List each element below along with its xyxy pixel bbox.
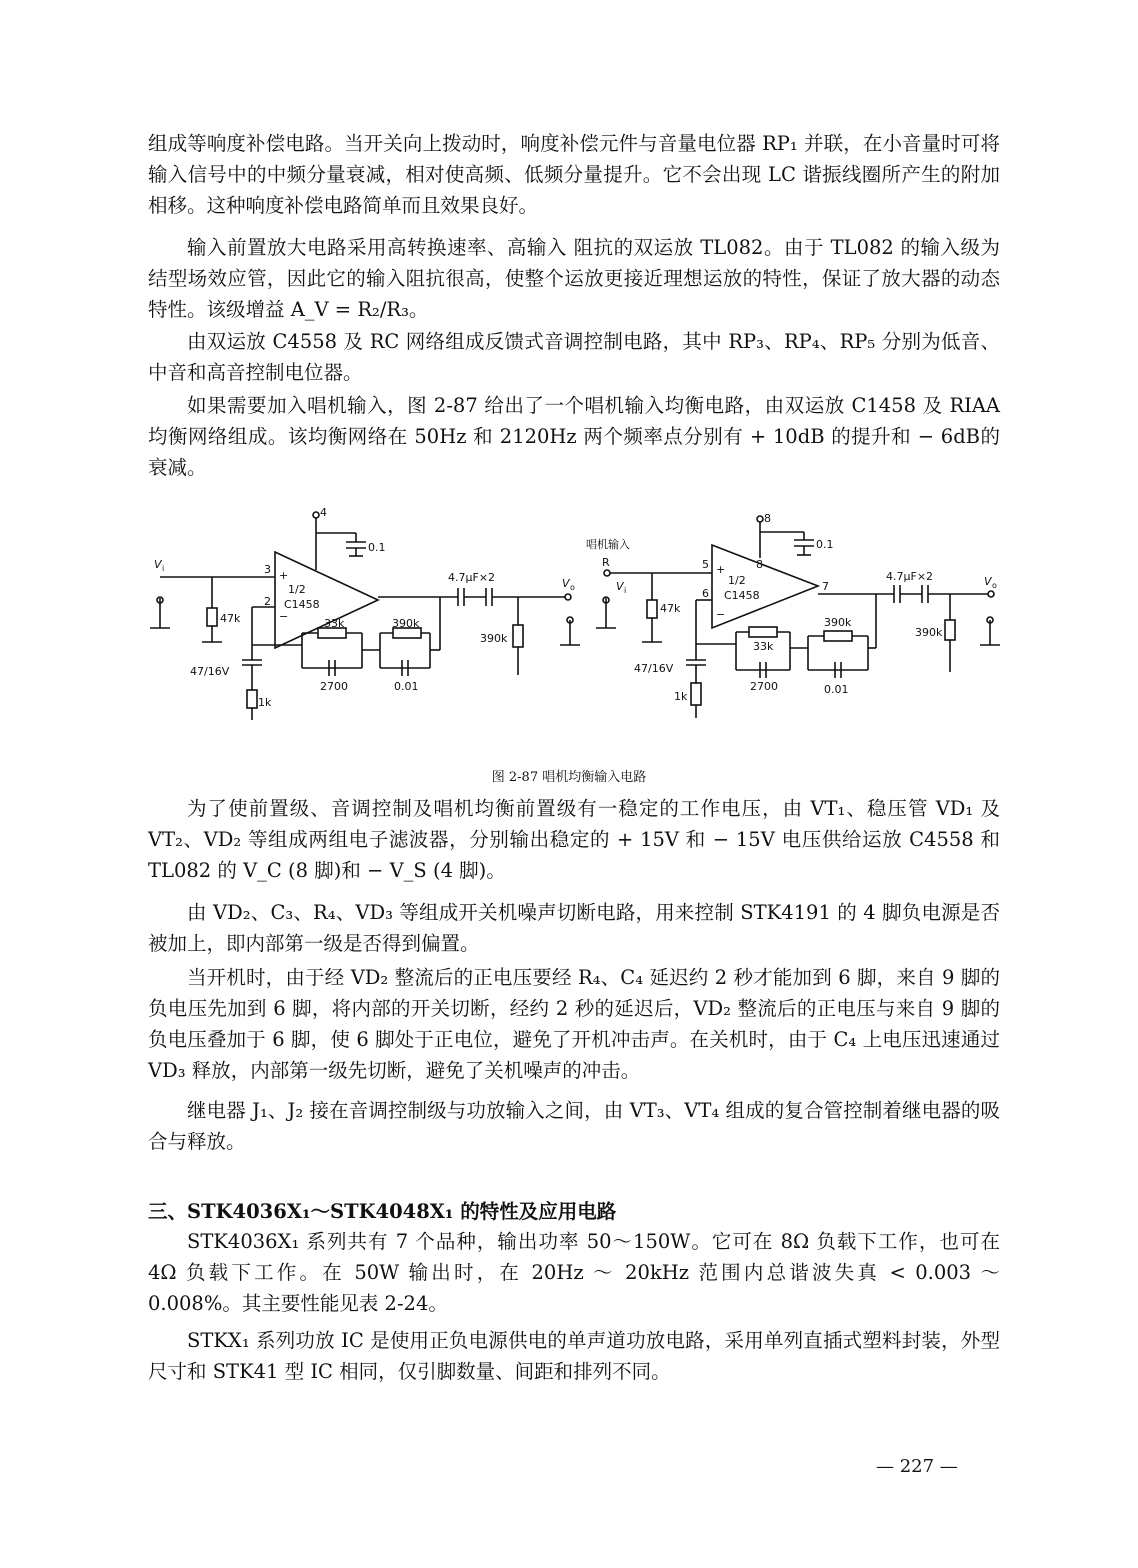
left-chip: C1458 — [284, 598, 320, 611]
right-rload: 390k — [915, 626, 943, 639]
right-chip: C1458 — [724, 589, 760, 602]
left-plus: + — [279, 569, 289, 582]
right-cap4716: 47/16V — [634, 662, 674, 675]
right-minus: − — [716, 608, 726, 621]
left-cap4716: 47/16V — [190, 665, 230, 678]
figure-caption: 图 2-87 唱机均衡输入电路 — [491, 770, 647, 785]
left-vo-sub: o — [570, 583, 575, 592]
left-r33k: 33k — [324, 617, 345, 630]
left-pin4: 4 — [320, 506, 327, 519]
left-rload: 390k — [480, 632, 508, 645]
left-cout: 4.7μF×2 — [448, 571, 496, 584]
right-r33k: 33k — [753, 640, 774, 653]
right-pin5: 5 — [702, 558, 709, 571]
paragraph-6: 由 VD₂、C₃、R₄、VD₃ 等组成开关机噪声切断电路，用来控制 STK4191 的 4 脚负电源是否被加上，即内部第一级是否得到偏置。 — [148, 901, 1000, 955]
right-c001: 0.01 — [824, 683, 849, 696]
left-r390k: 390k — [392, 617, 420, 630]
left-vi-sub: i — [162, 564, 165, 573]
paragraph-2: 输入前置放大电路采用高转换速率、高输入 阻抗的双运放 TL082。由于 TL082 的输入级为结型场效应管，因此它的输入阻抗很高，使整个运放更接近理想运放的特性，保证了放大器的动态特性。该级增益 A_V = R₂/R₃。 — [148, 236, 1000, 321]
right-plus: + — [716, 563, 726, 576]
right-pin8: 8 — [764, 512, 771, 525]
paragraph-10: STKX₁ 系列功放 IC 是使用正负电源供电的单声道功放电路，采用单列直插式塑料封装，外型尺寸和 STK41 型 IC 相同，仅引脚数量、间距和排列不同。 — [148, 1329, 1000, 1383]
right-r47k: 47k — [660, 602, 681, 615]
right-pin8b: 8 — [756, 558, 763, 571]
left-r1k: 1k — [258, 696, 272, 709]
right-half: 1/2 — [728, 574, 746, 587]
paragraph-7: 当开机时，由于经 VD₂ 整流后的正电压要经 R₄、C₄ 延迟约 2 秒才能加到 6 脚，来自 9 脚的负电压先加到 6 脚，将内部的开关切断，经约 2 秒的延迟后，VD₂ 整流后的正电压与来自 9 脚的负电压叠加于 6 脚，使 6 脚处于正电位，避免了开机冲击声。在关机时，由于 C₄ 上电压迅速通过 VD₃ 释放，内部第一级先切断，避免了关机噪声的冲击。 — [148, 966, 1000, 1082]
left-pin3: 3 — [264, 563, 271, 576]
right-vi-sub: i — [624, 586, 627, 595]
right-pin7: 7 — [822, 580, 829, 593]
right-cout: 4.7μF×2 — [886, 570, 934, 583]
right-vo-label: V — [984, 575, 992, 588]
left-vo-label: V — [562, 577, 570, 590]
right-c2700: 2700 — [750, 680, 778, 693]
right-input-label: 唱机输入 — [586, 538, 630, 551]
section-heading: 三、STK4036X₁～STK4048X₁ 的特性及应用电路 — [148, 1200, 617, 1223]
right-vo-sub: o — [992, 581, 997, 590]
paragraph-9: STK4036X₁ 系列共有 7 个品种，输出功率 50～150W。它可在 8Ω 负载下工作，也可在 4Ω 负载下工作。在 50W 输出时，在 20Hz ～ 20kHz 范围内总谐波失真 < 0.003 ～ 0.008%。其主要性能见表 2-24。 — [148, 1230, 1000, 1315]
right-r1k: 1k — [674, 690, 688, 703]
left-cap-01: 0.1 — [368, 541, 386, 554]
left-half: 1/2 — [288, 583, 306, 596]
page-number: — 227 — — [876, 1456, 958, 1477]
right-vi-label: V — [616, 580, 624, 593]
left-vi-label: V — [154, 558, 162, 571]
paragraph-3: 由双运放 C4558 及 RC 网络组成反馈式音调控制电路，其中 RP₃、RP₄、RP₅ 分别为低音、中音和高音控制电位器。 — [148, 330, 1000, 384]
right-cap-01: 0.1 — [816, 538, 834, 551]
left-pin2: 2 — [264, 595, 271, 608]
left-r47k: 47k — [220, 612, 241, 625]
paragraph-5: 为了使前置级、音调控制及唱机均衡前置级有一稳定的工作电压，由 VT₁、稳压管 VD₁ 及 VT₂、VD₂ 等组成两组电子滤波器，分别输出稳定的 + 15V 和 − 15V 电压供给运放 C4558 和 TL082 的 V_C (8 脚)和 − V_S (4 脚)。 — [148, 797, 1000, 882]
paragraph-1: 组成等响度补偿电路。当开关向上拨动时，响度补偿元件与音量电位器 RP₁ 并联，在小音量时可将输入信号中的中频分量衰减，相对使高频、低频分量提升。它不会出现 LC 谐振线圈所产生的附加相移。这种响度补偿电路简单而且效果良好。 — [148, 132, 1000, 217]
right-r390k: 390k — [824, 616, 852, 629]
circuit-figure — [140, 500, 1010, 762]
left-c2700: 2700 — [320, 680, 348, 693]
right-pin6: 6 — [702, 587, 709, 600]
left-minus: − — [279, 610, 289, 623]
right-r-label: R — [602, 556, 610, 569]
left-c001: 0.01 — [394, 680, 419, 693]
paragraph-8: 继电器 J₁、J₂ 接在音调控制级与功放输入之间，由 VT₃、VT₄ 组成的复合管控制着继电器的吸合与释放。 — [148, 1099, 1000, 1153]
paragraph-4: 如果需要加入唱机输入，图 2-87 给出了一个唱机输入均衡电路，由双运放 C1458 及 RIAA均衡网络组成。该均衡网络在 50Hz 和 2120Hz 两个频率点分别有 + 10dB 的提升和 − 6dB的衰减。 — [148, 394, 1000, 479]
